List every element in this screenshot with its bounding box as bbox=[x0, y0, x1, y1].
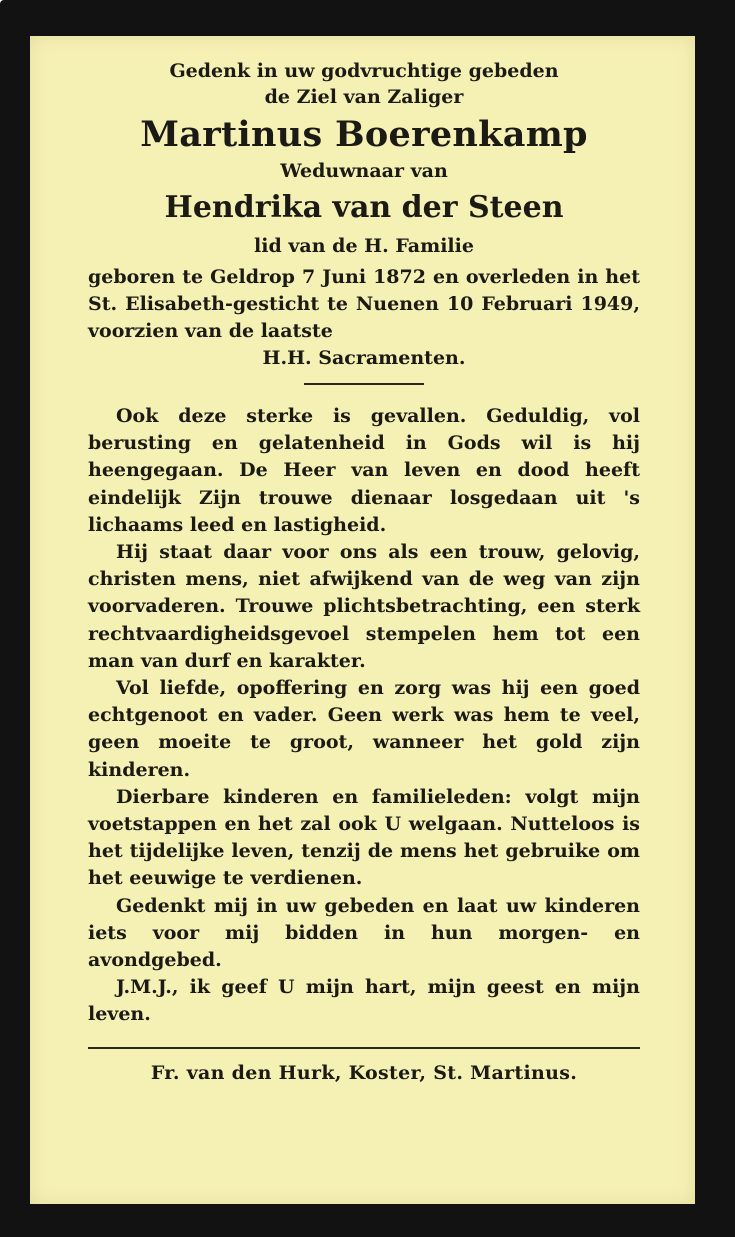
member-line: lid van de H. Familie bbox=[254, 235, 474, 257]
intro-line-2: de Ziel van Zaliger bbox=[264, 86, 464, 108]
paragraph-3: Vol liefde, opoffering en zorg was hij een goed echtgenoot en vader. Geen werk was hem te veel, geen moeite te groot, wanneer het gold zijn kinderen. bbox=[88, 677, 640, 781]
paragraph-2: Hij staat daar voor ons als een trouw, gelovig, christen mens, niet afwijkend van de weg van zijn voorvaderen. Trouwe plichtsbetrachting, een sterk rechtvaardigheidsgevoel stempelen hem tot een man van durf en karakter. bbox=[88, 541, 640, 672]
paragraph-5: Gedenkt mij in uw gebeden en laat uw kinderen iets voor mij bidden in hun morgen- en avondgebed. bbox=[88, 894, 640, 972]
memorial-text bbox=[88, 403, 640, 1029]
paragraph-1: Ook deze sterke is gevallen. Geduldig, vol berusting en gelatenheid in Gods wil is hij heengegaan. De Heer van leven en dood heeft eindelijk Zijn trouwe dienaar losgedaan uit 's lichaams leed en lastigheid. bbox=[88, 405, 640, 536]
paragraph-6: J.M.J., ik geef U mijn hart, mijn geest en mijn leven. bbox=[88, 976, 640, 1026]
paragraph-4: Dierbare kinderen en familieleden: volgt mijn voetstappen en het zal ook U welgaan. Nutteloos is het tijdelijke leven, tenzij de mens het gebruike om het eeuwige te verdienen. bbox=[88, 785, 640, 890]
birth-death-details: geboren te Geldrop 7 Juni 1872 en overleden in het St. Elisabeth-gesticht te Nuenen 10 Februari 1949, voorzien van de laatste bbox=[88, 266, 640, 342]
deceased-name: Martinus Boerenkamp bbox=[140, 114, 588, 155]
divider-short bbox=[304, 383, 424, 385]
sacraments-line: H.H. Sacramenten. bbox=[262, 347, 466, 369]
intro-line-1: Gedenk in uw godvruchtige gebeden bbox=[169, 60, 559, 82]
spouse-name: Hendrika van der Steen bbox=[164, 190, 564, 225]
card-content bbox=[88, 58, 640, 1087]
widower-of-label: Weduwnaar van bbox=[280, 160, 448, 182]
printer-credit: Fr. van den Hurk, Koster, St. Martinus. bbox=[150, 1061, 578, 1084]
divider-long bbox=[88, 1047, 640, 1049]
